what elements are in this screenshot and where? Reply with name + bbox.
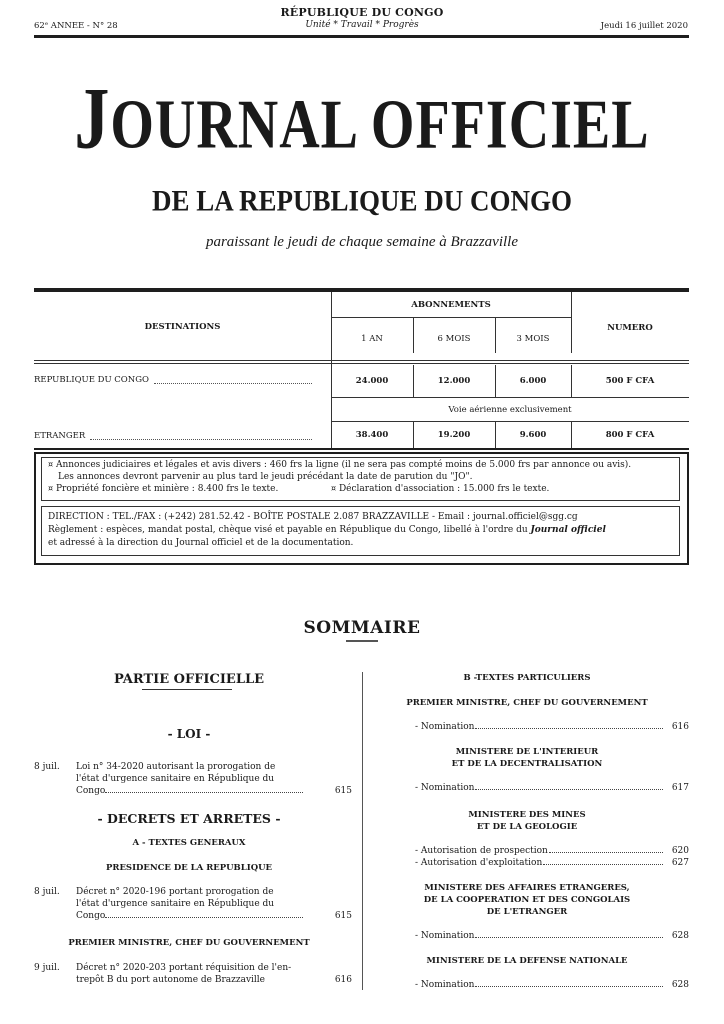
abonnements-header: ABONNEMENTS (411, 300, 491, 310)
textes-particuliers-heading: B -TEXTES PARTICULIERS (463, 673, 591, 683)
page-number: 627 (671, 858, 689, 868)
masthead-subtitle: DE LA REPUBLIQUE DU CONGO (151, 184, 573, 217)
period-3-months: 3 MOIS (516, 334, 550, 344)
page-number: 628 (671, 931, 689, 941)
page-number: 616 (334, 975, 352, 985)
toc-entry-nomination[interactable]: - Nomination 617 (415, 783, 689, 793)
toc-entry-exploitation[interactable]: - Autorisation d'exploitation 627 (415, 858, 689, 868)
table-top-rule (34, 288, 689, 292)
dot-leader (475, 728, 663, 729)
partie-underline (142, 689, 232, 690)
toc-entry-nomination[interactable]: - Nomination 628 (415, 931, 689, 941)
price-etranger-numero: 800 F CFA (605, 430, 655, 440)
page-number: 617 (671, 783, 689, 793)
period-1-year: 1 AN (361, 334, 383, 344)
price-congo-6-months: 12.000 (437, 376, 471, 386)
section-heading-affaires-etrangeres: MINISTERE DES AFFAIRES ETRANGERES, DE LA COOPERATION ET DES CONGOLAIS DE L'ETRANGER (423, 883, 631, 917)
price-etranger-6-months: 19.200 (437, 430, 471, 440)
period-6-months: 6 MOIS (437, 334, 471, 344)
toc-entry-prospection[interactable]: - Autorisation de prospection 620 (415, 846, 689, 856)
partie-officielle-heading: PARTIE OFFICIELLE (113, 672, 265, 687)
notice-association: ¤ Déclaration d'association : 15.000 frs le texte. (331, 484, 550, 494)
dot-leader (105, 790, 303, 793)
table-rule (34, 360, 689, 361)
bullet-icon: ¤ (48, 460, 54, 469)
dot-leader (475, 937, 663, 938)
decrets-heading: - DECRETS ET ARRETES - (97, 811, 281, 826)
air-mail-note: Voie aérienne exclusivement (448, 404, 572, 415)
dot-leader (543, 864, 663, 865)
country-name: RÉPUBLIQUE DU CONGO (280, 6, 444, 19)
price-etranger-3-months: 9.600 (519, 430, 547, 440)
payment-rules: Règlement : espèces, mandat postal, chèque visé et payable en République du Congo, libellé à l'ordre du Journal officiel (48, 525, 606, 535)
table-rule (34, 363, 689, 364)
price-congo-3-months: 6.000 (519, 376, 547, 386)
journal-name: Journal officiel (530, 525, 606, 535)
sommaire-title: SOMMAIRE (303, 618, 421, 638)
masthead-initial: J (74, 71, 111, 168)
issue-date: Jeudi 16 juillet 2020 (600, 21, 688, 31)
presidence-heading: PRESIDENCE DE LA REPUBLIQUE (106, 863, 272, 873)
sommaire-underline (346, 640, 378, 642)
dot-leader (475, 789, 663, 790)
dot-leader (549, 852, 663, 853)
direction-contact: DIRECTION : TEL./FAX : (+242) 281.52.42 - BOÎTE POSTALE 2.087 BRAZZAVILLE - Email : journal.officiel@sgg.cg (48, 512, 578, 522)
bullet-icon: ¤ (48, 484, 54, 493)
price-etranger-1-year: 38.400 (355, 430, 389, 440)
dot-leader (90, 432, 312, 440)
payment-address: et adressé à la direction du Journal officiel et de la documentation. (48, 538, 354, 548)
price-congo-1-year: 24.000 (355, 376, 389, 386)
textes-generaux-heading: A - TEXTES GENERAUX (132, 838, 246, 848)
national-motto: Unité * Travail * Progrès (305, 20, 419, 30)
toc-entry-decret-196[interactable]: 8 juil. Décret n° 2020-196 portant prorogation de l'état d'urgence sanitaire en République du Congo 615 (34, 887, 352, 921)
section-heading-mines: MINISTERE DES MINES ET DE LA GEOLOGIE (468, 810, 586, 832)
numero-header: NUMERO (607, 323, 653, 333)
table-bottom-rule (34, 448, 689, 450)
destination-congo: REPUBLIQUE DU CONGO (34, 373, 312, 387)
page-number: 620 (671, 846, 689, 856)
toc-entry-decret-203[interactable]: 9 juil. Décret n° 2020-203 portant réquisition de l'en- trepôt B du port autonome de Brazzaville 616 (34, 963, 352, 985)
notice-land-property: ¤ Propriété foncière et minière : 8.400 frs le texte. (48, 484, 279, 494)
notice-deadline: Les annonces devront parvenir au plus tard le jeudi précédant la date de parution du "JO". (58, 472, 473, 482)
page-number: 615 (334, 786, 352, 796)
page-number: 615 (334, 911, 352, 921)
destinations-header: DESTINATIONS (144, 322, 221, 332)
toc-entry-nomination[interactable]: - Nomination 628 (415, 980, 689, 990)
section-heading-defense: MINISTERE DE LA DEFENSE NATIONALE (426, 956, 628, 966)
loi-heading: - LOI - (167, 727, 211, 741)
price-congo-numero: 500 F CFA (605, 376, 655, 386)
toc-entry-nomination[interactable]: - Nomination 616 (415, 722, 689, 732)
notice-announcements: ¤ Annonces judiciaires et légales et avis divers : 460 frs la ligne (il ne sera pas compté moins de 5.000 frs par annonce ou avis). (48, 460, 632, 470)
premier-ministre-heading: PREMIER MINISTRE, CHEF DU GOUVERNEMENT (68, 938, 310, 948)
header-rule (34, 35, 689, 38)
issue-number: 62ᵉ ANNEE - N° 28 (34, 21, 118, 31)
bullet-icon: ¤ (331, 484, 337, 493)
masthead-rest: OURNAL OFFICIEL (110, 86, 650, 164)
section-heading-interieur: MINISTERE DE L'INTERIEUR ET DE LA DECENTRALISATION (451, 747, 603, 769)
masthead-title (0, 70, 724, 170)
destination-etranger: ETRANGER (34, 429, 312, 443)
section-heading-premier-ministre: PREMIER MINISTRE, CHEF DU GOUVERNEMENT (406, 698, 648, 708)
dot-leader (105, 915, 303, 918)
page-number: 628 (671, 980, 689, 990)
page-number: 616 (671, 722, 689, 732)
dot-leader (154, 376, 312, 384)
toc-entry-loi[interactable]: 8 juil. Loi n° 34-2020 autorisant la prorogation de l'état d'urgence sanitaire en République du Congo 615 (34, 762, 352, 796)
dot-leader (475, 986, 663, 987)
column-divider (362, 672, 363, 990)
masthead-tagline: paraissant le jeudi de chaque semaine à Brazzaville (205, 234, 519, 250)
